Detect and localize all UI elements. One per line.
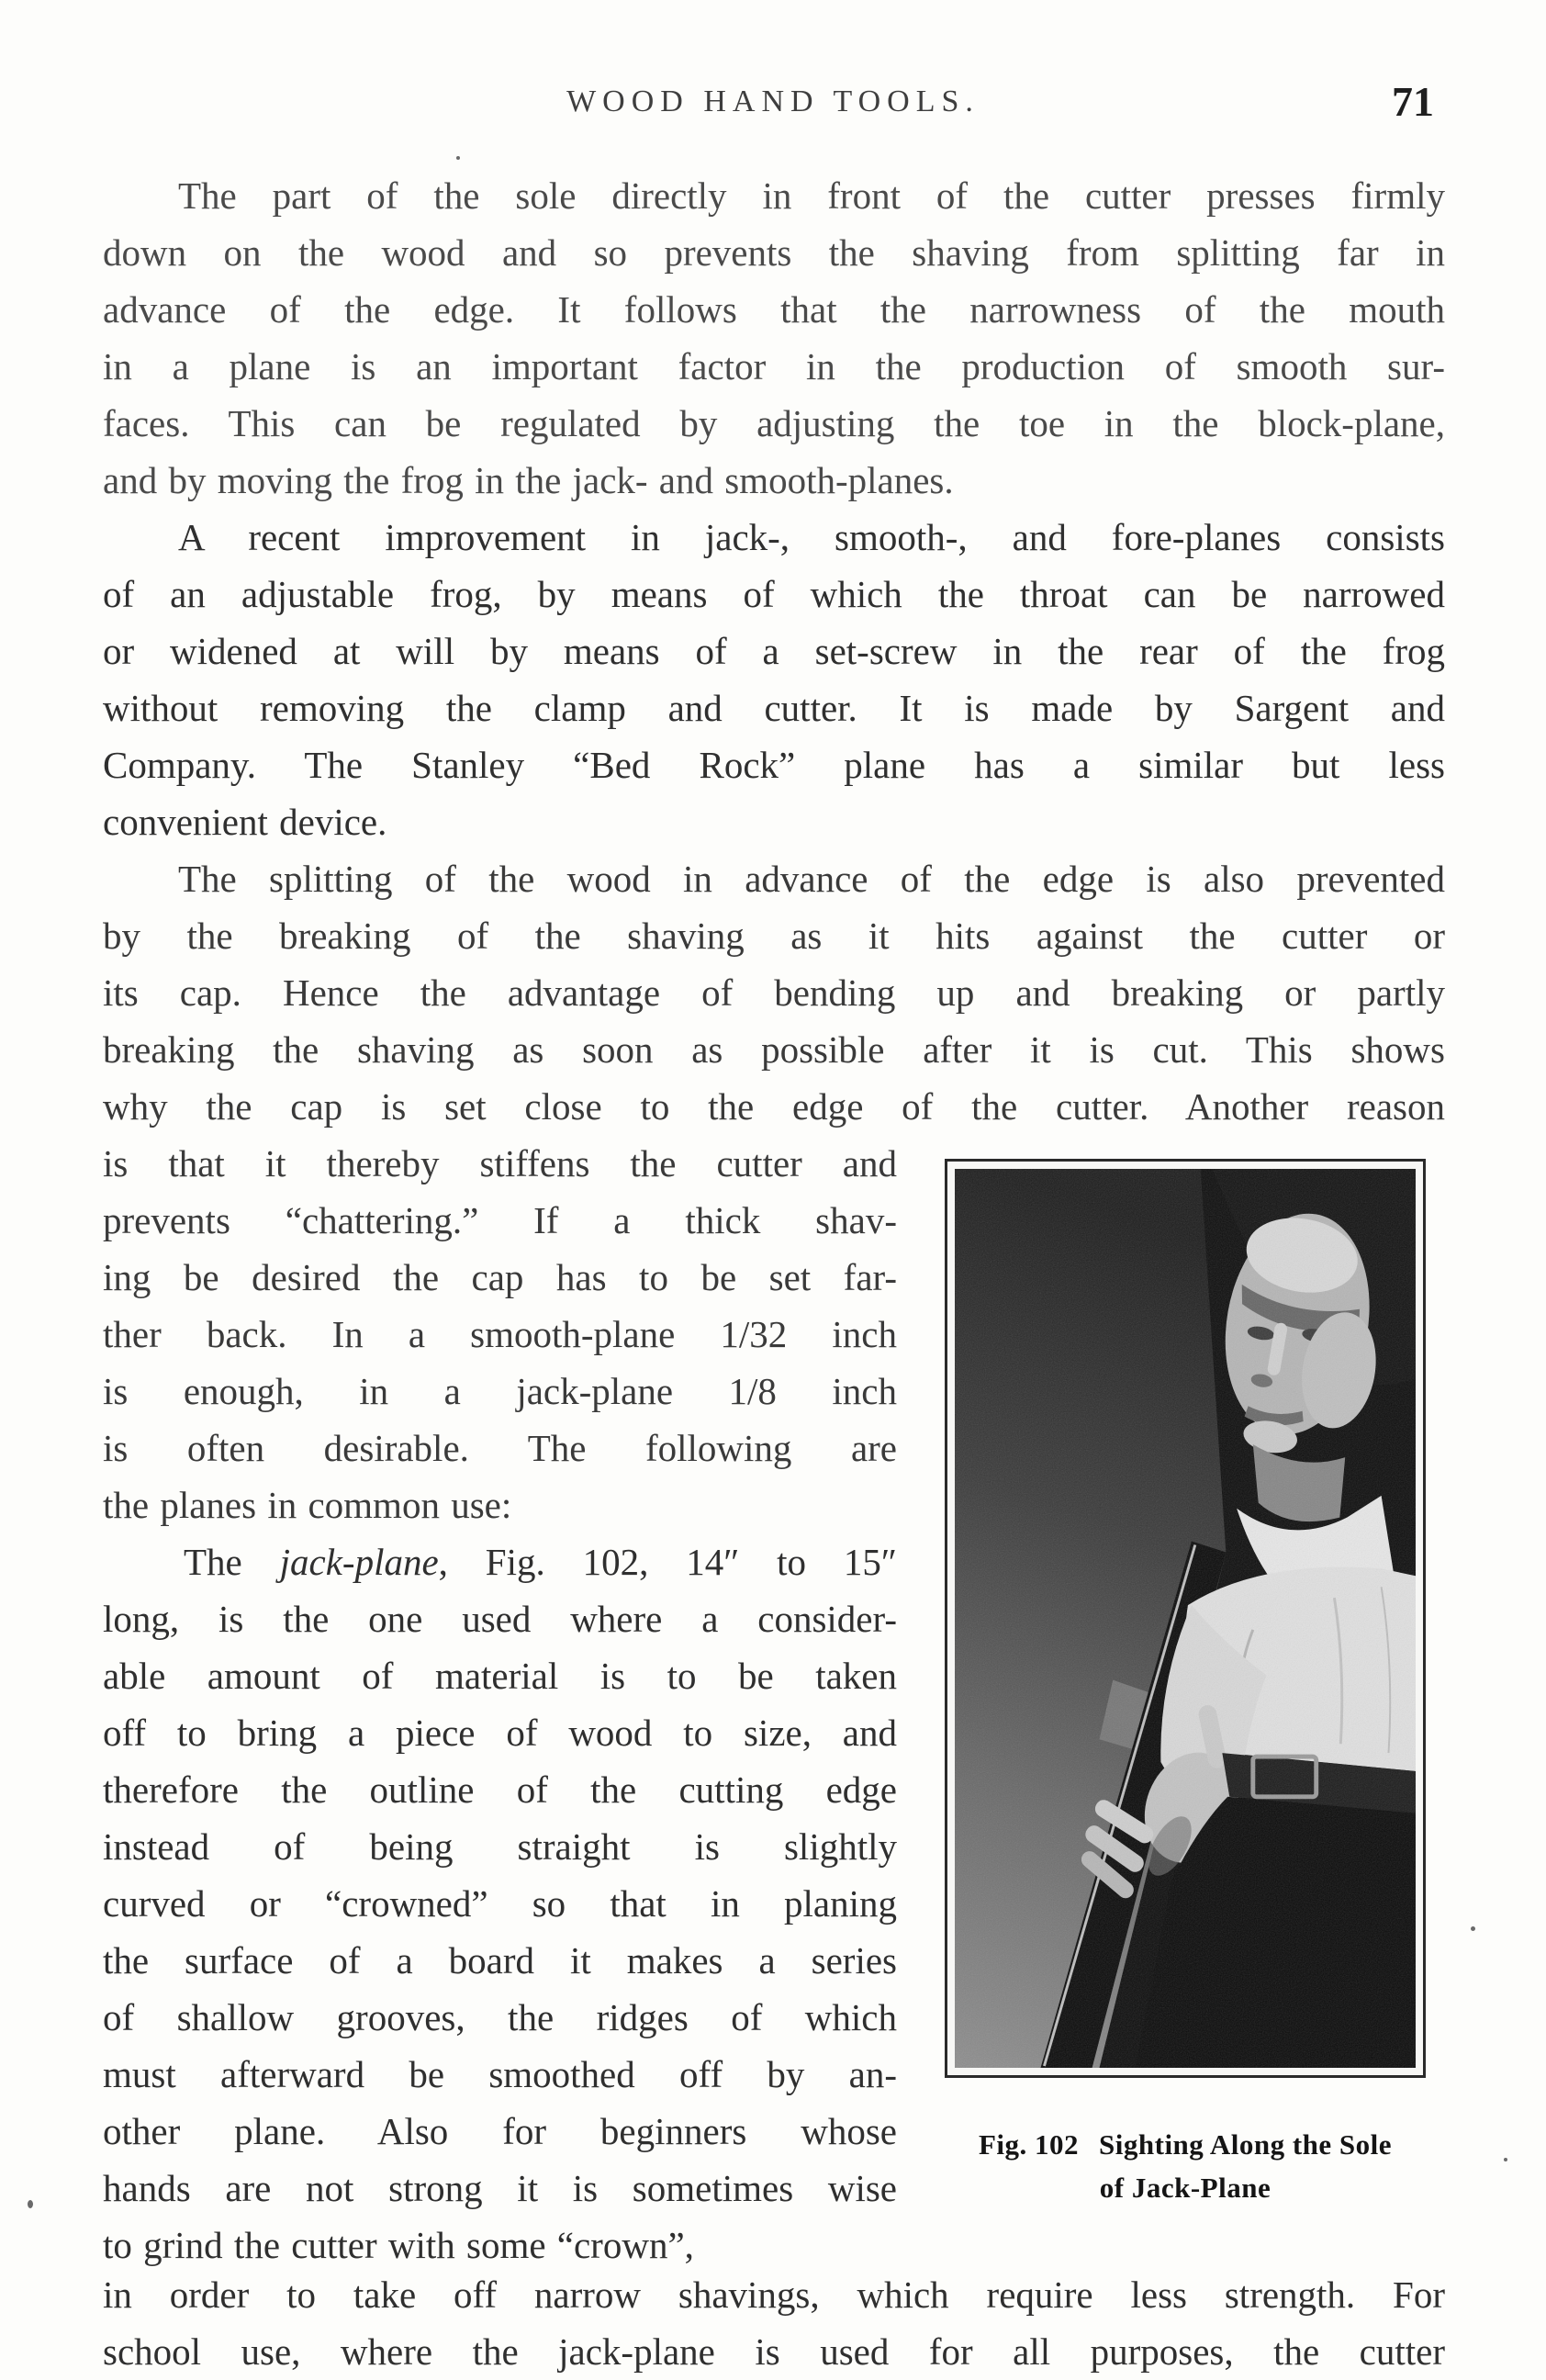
text-line: the surface of a board it makes a series [103,1939,897,1981]
caption-line-2: of Jack-Plane [1099,2172,1272,2204]
figure-102 [945,1159,1426,2078]
text-run: , Fig. 102, 14″ to 15″ [438,1541,897,1583]
photo-frame [945,1159,1426,2078]
text-line: convenient device. [103,801,387,843]
text-line: A recent improvement in jack-, smooth-, and fore-planes consists [178,516,1445,558]
text-line: therefore the outline of the cutting edge [103,1768,897,1811]
text-line: must afterward be smoothed off by an- [103,2053,897,2095]
text-line: is that it thereby stiffens the cutter and [103,1142,897,1184]
text-line: long, is the one used where a consider- [103,1598,897,1640]
text-line: why the cap is set close to the edge of the cutter. Another reason [103,1085,1445,1128]
paragraph-4 [103,1533,897,2273]
text-line: its cap. Hence the advantage of bending up and breaking or partly [103,971,1445,1014]
text-line: curved or “crowned” so that in planing [103,1882,897,1925]
text-line: other plane. Also for beginners whose [103,2110,897,2152]
scan-speck [1504,2158,1507,2161]
text-region-bottom [103,2266,1445,2380]
paragraph-1 [103,167,1445,509]
text-line [103,1533,897,1590]
text-line: the planes in common use: [103,1484,512,1526]
scan-speck [1471,1926,1475,1931]
text-line: of shallow grooves, the ridges of which [103,1996,897,2038]
italic-term: jack-plane [279,1541,439,1583]
text-line: faces. This can be regulated by adjusting the toe in the block-plane, [103,402,1445,444]
figure-caption [935,2123,1435,2209]
text-line: in a plane is an important factor in the production of smooth sur- [103,345,1445,387]
text-line: off to bring a piece of wood to size, and [103,1712,897,1754]
text-line: The part of the sole directly in front of the cutter presses firmly [178,174,1445,217]
text-line: down on the wood and so prevents the shaving from splitting far in [103,231,1445,274]
text-region-narrow [103,1135,897,2273]
text-run: The [184,1541,280,1583]
paragraph-2 [103,509,1445,850]
text-line: Company. The Stanley “Bed Rock” plane has a similar but less [103,744,1445,786]
text-line: is often desirable. The following are [103,1427,897,1469]
text-region-top [103,167,1445,1135]
text-line: prevents “chattering.” If a thick shav- [103,1199,897,1241]
text-line: by the breaking of the shaving as it hits against the cutter or [103,915,1445,957]
text-line: breaking the shaving as soon as possible after it is cut. This shows [103,1028,1445,1071]
scan-speck [28,2200,33,2208]
text-line: able amount of material is to be taken [103,1655,897,1697]
halftone-grain [955,1169,1416,2068]
text-line: of an adjustable frog, by means of which the throat can be narrowed [103,573,1445,615]
caption-line-1 [935,2123,1435,2166]
page-number: 71 [1392,78,1434,125]
scan-speck [456,156,460,160]
text-line: to grind the cutter with some “crown”, [103,2224,694,2266]
text-line: without removing the clamp and cutter. It is made by Sargent and [103,687,1445,729]
paragraph-3 [103,850,1445,1135]
text-line: or widened at will by means of a set-screw in the rear of the frog [103,630,1445,672]
text-line: in order to take off narrow shavings, which require less strength. For [103,2273,1445,2316]
text-line: instead of being straight is slightly [103,1825,897,1868]
text-line: advance of the edge. It follows that the narrowness of the mouth [103,288,1445,331]
text-line: is enough, in a jack-plane 1/8 inch [103,1370,897,1412]
paragraph-3-continued [103,1135,897,1533]
caption-fig-number: Fig. 102 [978,2128,1080,2161]
text-line: and by moving the frog in the jack- and smooth-planes. [103,459,954,501]
text-line: school use, where the jack-plane is used for all purposes, the cutter [103,2330,1445,2373]
text-line: hands are not strong it is sometimes wise [103,2167,897,2209]
text-line: The splitting of the wood in advance of the edge is also prevented [178,858,1445,900]
text-line: ther back. In a smooth-plane 1/32 inch [103,1313,897,1355]
running-head: WOOD HAND TOOLS. [566,84,980,118]
text-line: ing be desired the cap has to be set far- [103,1256,897,1298]
caption-title: Sighting Along the Sole [1099,2128,1393,2161]
jack-plane-photo [955,1169,1416,2068]
